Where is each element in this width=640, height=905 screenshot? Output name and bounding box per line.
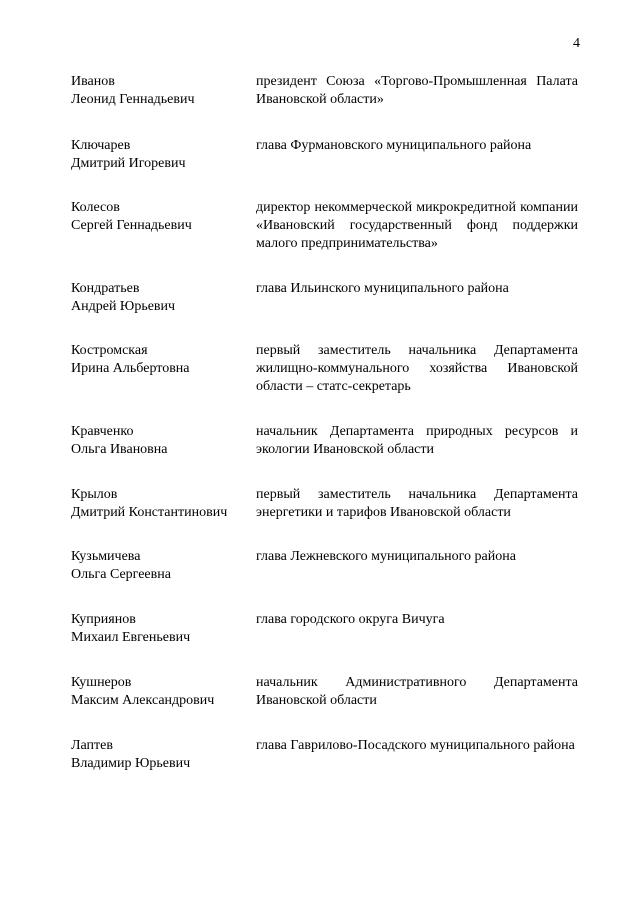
member-position: глава Гаврилово-Посадского муниципального района — [256, 738, 575, 753]
member-given-names: Максим Александрович — [71, 693, 215, 708]
member-name — [71, 73, 256, 109]
member-surname: Колесов — [71, 200, 120, 215]
member-position: глава Лежневского муниципального района — [256, 549, 516, 564]
member-surname: Крылов — [71, 487, 118, 502]
member-surname: Иванов — [71, 74, 115, 89]
member-given-names: Дмитрий Игоревич — [71, 156, 186, 171]
member-given-names: Андрей Юрьевич — [71, 299, 176, 314]
member-surname: Лаптев — [71, 738, 113, 753]
member-surname: Куприянов — [71, 612, 136, 627]
member-name — [71, 674, 256, 710]
member-given-names: Дмитрий Константинович — [71, 505, 228, 520]
member-surname: Кузьмичева — [71, 549, 141, 564]
member-entry — [71, 137, 581, 173]
member-position: первый заместитель начальника Департамента жилищно-коммунального хозяйства Ивановской области – статс-секретарь — [256, 343, 578, 394]
member-entry — [71, 548, 581, 584]
member-entry — [71, 199, 581, 253]
member-name — [71, 611, 256, 647]
member-name — [71, 137, 256, 173]
member-name — [71, 737, 256, 773]
page-number: 4 — [573, 36, 580, 51]
member-given-names: Ирина Альбертовна — [71, 361, 190, 376]
member-surname: Ключарев — [71, 138, 131, 153]
member-name — [71, 280, 256, 316]
member-surname: Кушнеров — [71, 675, 132, 690]
member-given-names: Ольга Ивановна — [71, 442, 168, 457]
member-entry — [71, 674, 581, 710]
member-surname: Кравченко — [71, 424, 134, 439]
member-entry — [71, 280, 581, 316]
member-entry — [71, 73, 581, 109]
member-surname: Костромская — [71, 343, 148, 358]
member-position: директор некоммерческой микрокредитной компании «Ивановский государственный фонд поддержки малого предпринимательства» — [256, 200, 578, 251]
member-position: глава Ильинского муниципального района — [256, 281, 509, 296]
member-name — [71, 423, 256, 459]
member-entry — [71, 423, 581, 459]
member-position: глава Фурмановского муниципального района — [256, 138, 532, 153]
member-given-names: Владимир Юрьевич — [71, 756, 191, 771]
member-name — [71, 486, 256, 522]
member-given-names: Ольга Сергеевна — [71, 567, 171, 582]
member-entry — [71, 737, 581, 773]
member-surname: Кондратьев — [71, 281, 140, 296]
member-entry — [71, 486, 581, 522]
member-entry — [71, 611, 581, 647]
member-entry — [71, 342, 581, 396]
member-position: глава городского округа Вичуга — [256, 612, 445, 627]
member-given-names: Сергей Геннадьевич — [71, 218, 192, 233]
member-position: первый заместитель начальника Департамента энергетики и тарифов Ивановской области — [256, 487, 578, 520]
member-given-names: Леонид Геннадьевич — [71, 92, 195, 107]
member-position: президент Союза «Торгово-Промышленная Палата Ивановской области» — [256, 74, 578, 107]
member-position: начальник Департамента природных ресурсов и экологии Ивановской области — [256, 424, 578, 457]
member-given-names: Михаил Евгеньевич — [71, 630, 191, 645]
member-name — [71, 548, 256, 584]
member-position: начальник Административного Департамента Ивановской области — [256, 675, 578, 708]
member-name — [71, 199, 256, 253]
member-name — [71, 342, 256, 396]
